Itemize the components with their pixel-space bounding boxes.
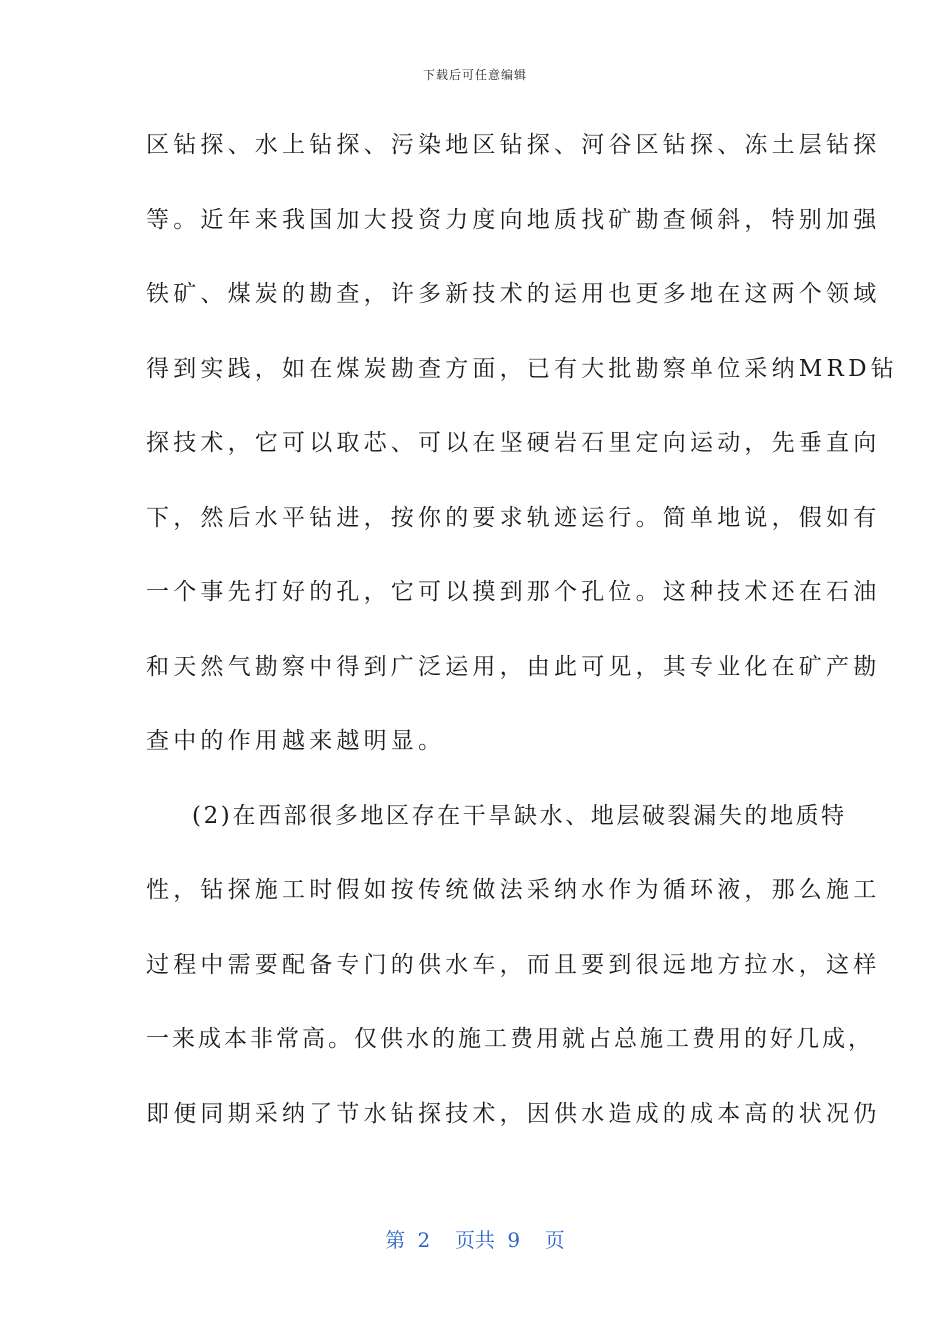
page-number-footer — [0, 1224, 950, 1253]
text-line: 性，钻探施工时假如按传统做法采纳水作为循环液，那么施工 — [146, 877, 881, 903]
page-number-text: 第 2 页共 9 页 — [385, 1228, 565, 1252]
text-line: 铁矿、煤炭的勘查，许多新技术的运用也更多地在这两个领域 — [146, 281, 881, 307]
text-line: 下，然后水平钻进，按你的要求轨迹运行。简单地说，假如有 — [146, 504, 881, 531]
document-body — [146, 120, 898, 1163]
text-line: 等。近年来我国加大投资力度向地质找矿勘查倾斜，特别加强 — [146, 206, 881, 233]
paragraph-start-line: (2)在西部很多地区存在干旱缺水、地层破裂漏失的地质特 — [192, 802, 847, 829]
text-line: 和天然气勘察中得到广泛运用，由此可见，其专业化在矿产勘 — [146, 653, 881, 680]
text-line: 区钻探、水上钻探、污染地区钻探、河谷区钻探、冻土层钻探 — [146, 132, 881, 158]
text-line: 即便同期采纳了节水钻探技术，因供水造成的成本高的状况仍 — [146, 1100, 881, 1127]
text-line: 探技术，它可以取芯、可以在坚硬岩石里定向运动，先垂直向 — [146, 430, 881, 456]
text-line: 过程中需要配备专门的供水车，而且要到很远地方拉水，这样 — [146, 951, 881, 978]
text-line: 一来成本非常高。仅供水的施工费用就占总施工费用的好几成， — [146, 1026, 874, 1052]
text-line: 查中的作用越来越明显。 — [146, 728, 446, 754]
page-header: 下载后可任意编辑 — [422, 68, 527, 82]
text-line: 一个事先打好的孔，它可以摸到那个孔位。这种技术还在石油 — [146, 579, 881, 605]
text-line: 得到实践，如在煤炭勘查方面，已有大批勘察单位采纳MRD钻 — [146, 355, 898, 382]
